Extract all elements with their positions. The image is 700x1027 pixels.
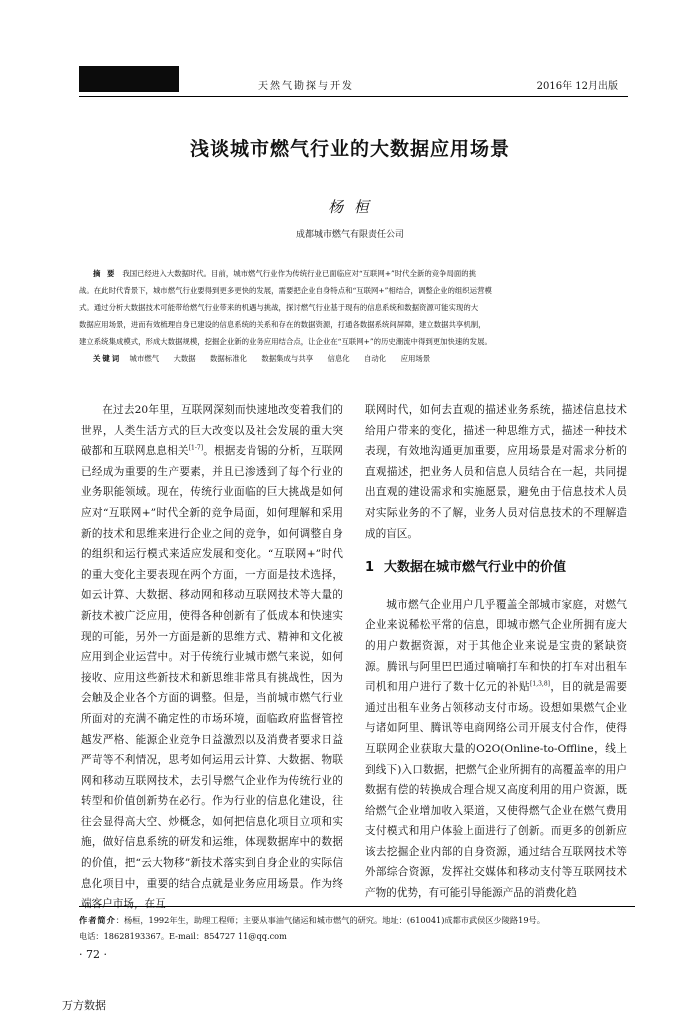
footnote-label: 作者简介 xyxy=(79,915,116,925)
footnote-rule xyxy=(79,906,635,907)
body-paragraph: 联网时代，如何去直观的描述业务系统，描述信息技术给用户带来的变化，描述一种思维方式，描述一种技术表现，有效地沟通更加重要，应用场景是对需求分析的直观描述，把业务人员和信息人员结合在一起，共同提出直观的建设需求和实施愿景，避免由于信息技术人员对实际业务的不了解，业务人员对信息技术的不理解造成的盲区。 xyxy=(365,404,627,540)
abstract-text-4: 数据应用场景，进而有效梳理自身已建设的信息系统的关系和存在的数据资源，打通各数据系统间屏障，建立数据共享机制， xyxy=(79,320,486,329)
keyword: 数据集成与共享 xyxy=(261,354,314,363)
abstract-text-3: 式。通过分析大数据技术可能带给燃气行业带来的机遇与挑战，探讨燃气行业基于现有的信息系统和数据资源可能实现的大 xyxy=(79,303,479,312)
page-number: · 72 · xyxy=(79,948,107,961)
keyword: 信息化 xyxy=(327,354,350,363)
abstract-text-1: 我国已经进入大数据时代。目前，城市燃气行业作为传统行业已面临应对“互联网+”时代全新的竞争局面的挑 xyxy=(122,269,477,278)
citation: [1-7] xyxy=(188,444,204,452)
keyword: 城市燃气 xyxy=(129,354,160,363)
keywords xyxy=(79,350,635,367)
footnote-contact: 电话：18628193367。E-mail：854727 11@qq.com xyxy=(79,931,287,941)
author-footnote xyxy=(79,912,639,944)
header-black-block xyxy=(79,66,179,92)
keywords-label: 关键词 xyxy=(93,354,122,363)
body-column-left xyxy=(81,400,343,915)
body-text: ，目的就是需要通过出租车业务占领移动支付市场。设想如果燃气企业与诸如阿里、腾讯等电商网络公司开展支付合作，使得互联网企业获取大量的O2O(Online-to-Offline，线上到线下)入口数据，把燃气企业所拥有的高覆盖率的用户数据有偿的转换成合理合规又高度利用的用户资源，既给燃气企业增加收入渠道，又使得燃气企业在燃气费用支付模式和用户体验上面进行了创新。而更多的创新应该去挖掘企业内部的自身资源，通过结合互联网技术等外部综合资源，发挥社交媒体和移动支付等互联网技术产物的优势，有可能引导能源产品的消费化趋 xyxy=(365,681,627,900)
body-paragraph xyxy=(81,400,343,915)
footnote-line xyxy=(79,912,639,928)
author-affiliation: 成都城市燃气有限责任公司 xyxy=(295,230,404,240)
footnote-text: ：杨桓，1992年生，助理工程师；主要从事油气储运和城市燃气的研究。地址：(610041)成都市武侯区少陵路19号。 xyxy=(115,915,545,925)
source-watermark: 万方数据 xyxy=(62,999,106,1012)
abstract-text-5: 建立系统集成模式，形成大数据规模，挖掘企业新的业务应用结合点，让企业在“互联网+”的历史潮流中得到更加快速的发展。 xyxy=(79,337,492,346)
section-number: 1 xyxy=(365,560,375,576)
body-column-right xyxy=(365,400,627,904)
abstract-text-2: 战。在此时代背景下，城市燃气行业要得到更多更快的发展，需要把企业自身特点和“互联网+”相结合，调整企业的组织运营模 xyxy=(79,286,492,295)
keyword: 应用场景 xyxy=(400,354,431,363)
section-heading xyxy=(365,558,627,579)
abstract-line xyxy=(79,265,635,282)
body-paragraph xyxy=(365,595,627,904)
journal-name: 天然气勘探与开发 xyxy=(258,81,354,92)
keyword: 自动化 xyxy=(364,354,387,363)
keyword: 数据标准化 xyxy=(210,354,247,363)
header-rule xyxy=(79,96,628,97)
keyword: 大数据 xyxy=(173,354,196,363)
body-text: 。根据麦肯锡的分析，互联网已经成为重要的生产要素，并且已渗透到了每个行业的业务职能领域。现在，传统行业面临的巨大挑战是如何应对“互联网+”时代全新的竞争局面，如何理解和采用新的技术和思维来进行企业之间的竞争，如何调整自身的组织和运行模式来适应发展和变化。“互联网+”时代的重大变化主要表现在两个方面，一方面是技术选择，如云计算、大数据、移动网和移动互联网技术等大量的新技术被广泛应用，使得各种创新有了低成本和快速实现的可能，另外一方面是新的思维方式、精神和文化被应用到企业运营中。对于传统行业城市燃气来说，如何接收、应用这些新技术和新思维非常具有挑战性，因为会触及企业各个方面的调整。但是，当前城市燃气行业所面对的充满不确定性的市场环境，面临政府监督管控越发严格、能源企业竞争日益激烈以及消费者要求日益严苛等不利情况，思考如何运用云计算、大数据、物联网和移动互联网技术，去引导燃气企业作为传统行业的转型和价值创新势在必行。作为行业的信息化建设，往往会显得高大空、炒概念，如何把信息化项目立项和实施，做好信息系统的研发和运维，体现数据库中的数据的价值，把“云大物移”新技术落实到自身企业的实际信息化项目中，重要的结合点就是业务应用场景。作为终端客户市场，在互 xyxy=(81,445,344,911)
abstract-label: 摘 要 xyxy=(93,269,117,278)
body-text: 在过去20年里，互联网深刻而快速地改变着我们的世界，人类生活方式的巨大改变以及社会发展的重大突破都和互联网息息相关 xyxy=(81,404,343,458)
body-text: 城市燃气企业用户几乎覆盖全部城市家庭，对燃气企业来说稀松平常的信息，即城市燃气企业所拥有庞大的用户数据资源，对于其他企业来说是宝贵的紧缺资源。腾讯与阿里巴巴通过嘀嘀打车和快的打车对出租车司机和用户进行了数十亿元的补贴 xyxy=(365,598,627,694)
citation: [1,3,8] xyxy=(530,680,550,688)
author-name: 杨 桓 xyxy=(328,198,372,216)
abstract xyxy=(79,265,635,367)
issue-date: 2016年 12月出版 xyxy=(536,81,618,92)
article-title: 浅谈城市燃气行业的大数据应用场景 xyxy=(189,138,510,160)
section-title: 大数据在城市燃气行业中的价值 xyxy=(384,560,567,576)
